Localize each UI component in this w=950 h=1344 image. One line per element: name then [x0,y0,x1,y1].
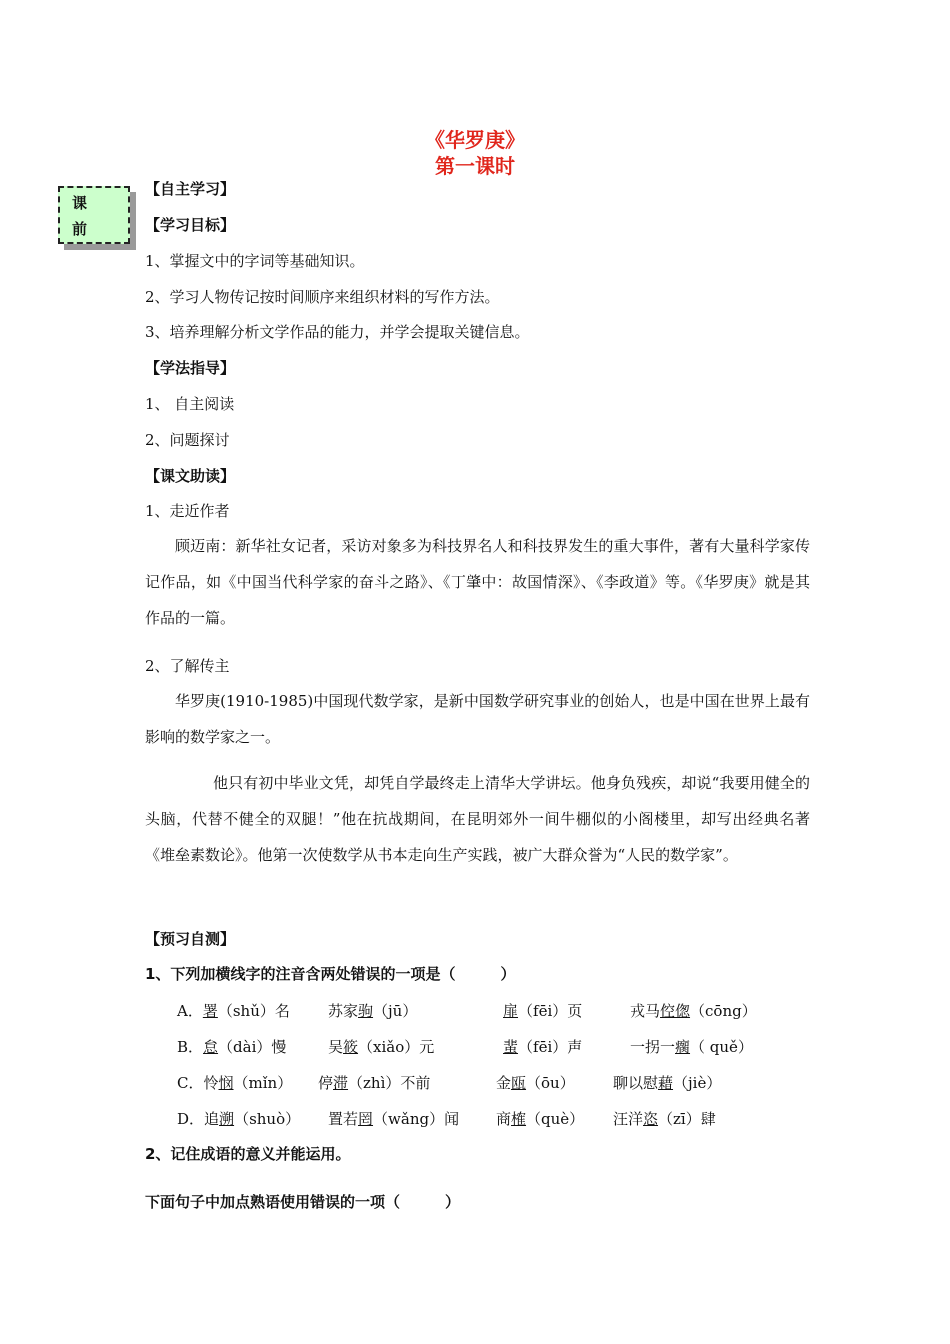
option-b-word4 [630,1036,753,1057]
pre-class-tag [58,186,130,244]
word-text: 吴 [328,1038,344,1056]
pinyin-text: （wǎng）闻 [373,1110,460,1128]
goal-item: 3、培养理解分析文学作品的能力，并学会提取关键信息。 [145,323,530,341]
word-text: 聊以慰 [613,1074,659,1092]
heading-self-test: 【预习自测】 [145,930,236,948]
option-a-word3 [503,1000,582,1021]
heading-method: 【学法指导】 [145,359,236,377]
word-text: 汪洋 [613,1110,644,1128]
underlined-char: 悯 [218,1074,234,1092]
word-text: 停 [318,1074,334,1092]
subject-paragraph-2: 他只有初中毕业文凭，却凭自学最终走上清华大学讲坛。他身负残疾，却说“我要用健全的头脑，代替不健全的双腿！”他在抗战期间，在昆明郊外一间牛棚似的小阁楼里，却写出经典名著《堆垒素数论》。他第一次使数学从书本走向生产实践，被广大群众誉为“人民的数学家”。 [145,774,810,864]
pinyin-text: （zī）肆 [658,1110,716,1128]
word-text: 金 [496,1074,512,1092]
option-letter: A． [177,1002,203,1020]
option-d [177,1108,300,1129]
option-c-word3 [496,1072,575,1093]
underlined-char: 倥偬 [660,1002,691,1020]
goal-item: 1、掌握文中的字词等基础知识。 [145,252,365,270]
word-text: 苏家 [328,1002,359,1020]
author-heading: 1、走近作者 [145,502,230,520]
heading-self-study: 【自主学习】 [145,180,236,198]
pinyin-text: （jiè） [673,1074,722,1092]
underlined-char: 滞 [333,1074,349,1092]
option-b [177,1036,286,1057]
underlined-char: 蜚 [503,1038,519,1056]
option-c-word4 [613,1072,721,1093]
method-item: 1、 自主阅读 [145,395,235,413]
pinyin-text: （ōu） [526,1074,575,1092]
option-a-word2 [328,1000,417,1021]
document-title: 《华罗庚》 [425,128,525,152]
heading-goals: 【学习目标】 [145,216,236,234]
option-b-word3 [503,1036,582,1057]
word-text: 追 [204,1110,220,1128]
pinyin-text: （zhì）不前 [348,1074,431,1092]
word-text: 置若 [328,1110,359,1128]
goal-item: 2、学习人物传记按时间顺序来组织材料的写作方法。 [145,288,500,306]
author-paragraph: 顾迈南：新华社女记者，采访对象多为科技界名人和科技界发生的重大事件，著有大量科学家传记作品，如《中国当代科学家的奋斗之路》、《丁肇中：故国情深》、《李政道》等。《华罗庚》就是其作品的一篇。 [145,537,810,627]
underlined-char: 筱 [343,1038,359,1056]
pinyin-text: （fēi）页 [518,1002,583,1020]
pinyin-text: （què） [526,1110,585,1128]
underlined-char: 藉 [658,1074,674,1092]
subject-heading: 2、了解传主 [145,657,230,675]
heading-reading: 【课文助读】 [145,467,236,485]
underlined-char: 署 [202,1002,218,1020]
pre-class-tag-char1: 课 [72,194,88,212]
underlined-char: 瓯 [511,1074,527,1092]
underlined-char: 怠 [203,1038,219,1056]
option-c [177,1072,292,1093]
option-b-word2 [328,1036,434,1057]
document-subtitle: 第一课时 [435,154,515,178]
word-text: 戎马 [630,1002,661,1020]
option-a-word4 [630,1000,757,1021]
pinyin-text: （jū） [373,1002,418,1020]
option-c-word2 [318,1072,430,1093]
pinyin-text: （shuò） [234,1110,301,1128]
option-letter: D． [177,1110,205,1128]
option-d-word3 [496,1108,584,1129]
word-text: 怜 [203,1074,219,1092]
pinyin-text: （shǔ）名 [217,1002,290,1020]
pinyin-text: （xiǎo）元 [358,1038,435,1056]
option-d-word2 [328,1108,459,1129]
word-text: 商 [496,1110,512,1128]
question-3: 下面句子中加点熟语使用错误的一项（ ） [145,1193,461,1211]
pinyin-text: （ quě） [690,1038,753,1056]
pinyin-text: （fēi）声 [518,1038,583,1056]
underlined-char: 溯 [219,1110,235,1128]
option-a [177,1000,290,1021]
option-d-word4 [613,1108,716,1129]
underlined-char: 瘸 [675,1038,691,1056]
pre-class-tag-char2: 前 [72,220,88,238]
pinyin-text: （cōng） [690,1002,757,1020]
pinyin-text: （mǐn） [233,1074,293,1092]
underlined-char: 恣 [643,1110,659,1128]
underlined-char: 罔 [358,1110,374,1128]
word-text: 一拐一 [630,1038,676,1056]
option-letter: C． [177,1074,204,1092]
question-2: 2、记住成语的意义并能运用。 [145,1145,351,1163]
pinyin-text: （dài）慢 [218,1038,287,1056]
underlined-char: 榷 [511,1110,527,1128]
question-1: 1、下列加横线字的注音含两处错误的一项是（ ） [145,965,516,983]
underlined-char: 扉 [503,1002,519,1020]
subject-paragraph-1: 华罗庚(1910-1985)中国现代数学家，是新中国数学研究事业的创始人，也是中国在世界上最有影响的数学家之一。 [145,692,810,746]
underlined-char: 驹 [358,1002,374,1020]
option-letter: B． [177,1038,204,1056]
method-item: 2、问题探讨 [145,431,230,449]
